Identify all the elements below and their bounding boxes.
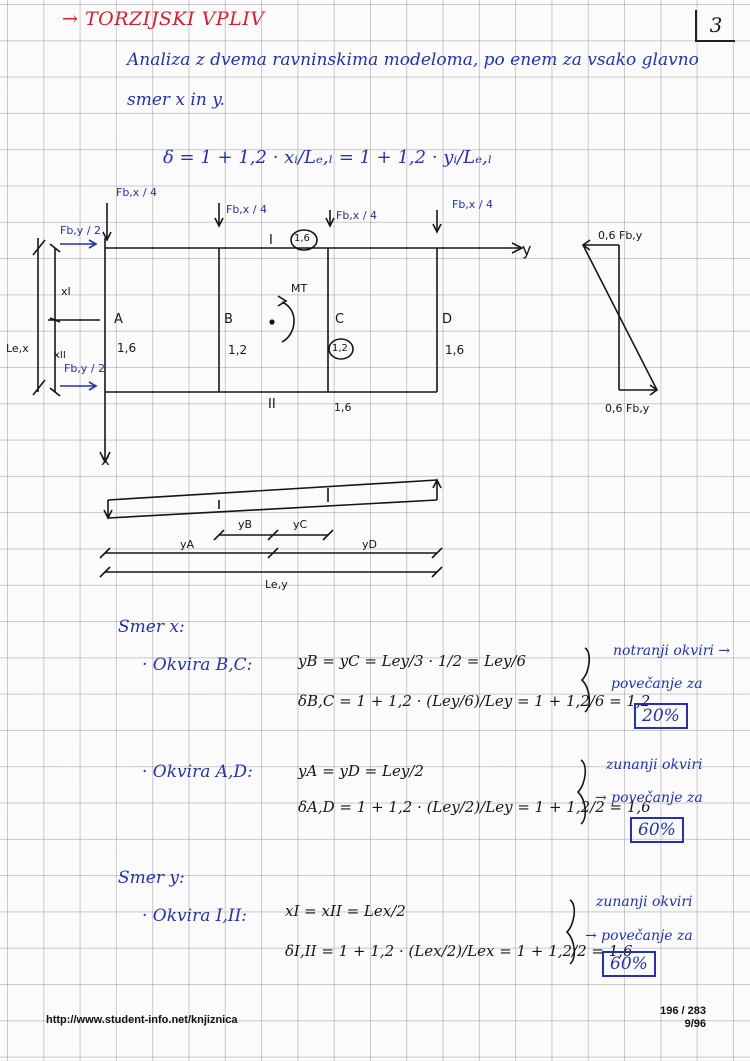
section-title: → TORZIJSKI VPLIV	[62, 8, 265, 30]
right-top-label: 0,6 Fb,y	[598, 229, 643, 242]
frames-12-percent-box: 60%	[602, 951, 656, 977]
intro-line-2: smer x in y.	[127, 90, 225, 110]
frame-II-factor: 1,6	[334, 401, 352, 414]
factor-d: 1,6	[445, 343, 465, 357]
dim-yD: yD	[362, 538, 377, 551]
frames-12-label: · Okvira I,II:	[142, 906, 248, 926]
frames-bc-note1: notranji okviri →	[613, 643, 731, 659]
frames-ad-eq1: yA = yD = Ley/2	[298, 762, 424, 780]
force-label-top-d: Fb,x / 4	[452, 198, 494, 211]
force-label-top-b: Fb,x / 4	[226, 203, 268, 216]
frames-12-eq1: xI = xII = Lex/2	[285, 902, 406, 920]
dim-yA: yA	[180, 538, 195, 551]
frame-II-label: II	[268, 397, 276, 412]
frames-12-note1: zunanji okviri	[596, 894, 693, 910]
force-label-left-top: Fb,y / 2	[60, 224, 102, 237]
x-axis-label: x	[101, 451, 110, 469]
factor-a: 1,6	[117, 341, 137, 355]
frames-ad-percent-box: 60%	[630, 817, 684, 843]
node-b-label: B	[224, 312, 233, 327]
footer-page-of: 196 / 283	[660, 1005, 706, 1017]
frames-ad-note1: zunanji okviri	[606, 757, 703, 773]
factor-b: 1,2	[228, 343, 248, 357]
footer-url[interactable]: http://www.student-info.net/knjiznica	[46, 1014, 238, 1026]
force-label-left-bottom: Fb,y / 2	[64, 362, 106, 375]
frames-bc-percent-box: 20%	[634, 703, 688, 729]
intro-line-1: Analiza z dvema ravninskima modeloma, po enem za vsako glavno	[127, 50, 699, 70]
node-c-label: C	[335, 312, 345, 327]
right-bottom-label: 0,6 Fb,y	[605, 402, 650, 415]
frames-ad-note2: → povečanje za	[595, 790, 703, 806]
frames-ad-eq2: δA,D = 1 + 1,2 · (Ley/2)/Ley = 1 + 1,2/2 = 1,6	[298, 798, 651, 816]
frames-bc-label: · Okvira B,C:	[142, 655, 253, 675]
frames-bc-eq1: yB = yC = Ley/3 · 1/2 = Ley/6	[298, 652, 527, 670]
node-d-label: D	[442, 312, 453, 327]
y-axis-label: y	[522, 240, 532, 259]
frame-I-factor: 1,6	[294, 233, 310, 244]
frames-12-eq2: δI,II = 1 + 1,2 · (Lex/2)/Lex = 1 + 1,2/2 = 1,6	[285, 942, 633, 960]
node-a-label: A	[114, 312, 123, 327]
force-label-top-a: Fb,x / 4	[116, 186, 158, 199]
dim-ley: Le,y	[265, 578, 288, 591]
dim-xII: xII	[54, 350, 66, 361]
factor-c: 1,2	[332, 343, 348, 354]
dim-xI: xI	[61, 285, 71, 298]
dim-yC: yC	[293, 518, 308, 531]
frames-12-note2: → povečanje za	[585, 928, 693, 944]
force-label-top-c: Fb,x / 4	[336, 209, 378, 222]
dim-lex: Le,x	[6, 342, 29, 355]
smer-x-heading: Smer x:	[118, 617, 185, 637]
footer-page-counter	[650, 1005, 706, 1031]
frames-bc-note2: povečanje za	[611, 676, 703, 692]
page-number: 3	[695, 10, 735, 42]
moment-label: MT	[291, 282, 308, 295]
footer-sub-page: 9/96	[684, 1018, 706, 1030]
torsion-formula: δ = 1 + 1,2 · xᵢ/Lₑ,ₗ = 1 + 1,2 · yᵢ/Lₑ,ₗ	[163, 147, 493, 168]
frames-bc-eq2: δB,C = 1 + 1,2 · (Ley/6)/Ley = 1 + 1,2/6 = 1,2	[298, 692, 651, 710]
smer-y-heading: Smer y:	[118, 868, 185, 888]
frames-ad-label: · Okvira A,D:	[142, 762, 253, 782]
frame-I-label: I	[269, 233, 273, 248]
dim-yB: yB	[238, 518, 253, 531]
